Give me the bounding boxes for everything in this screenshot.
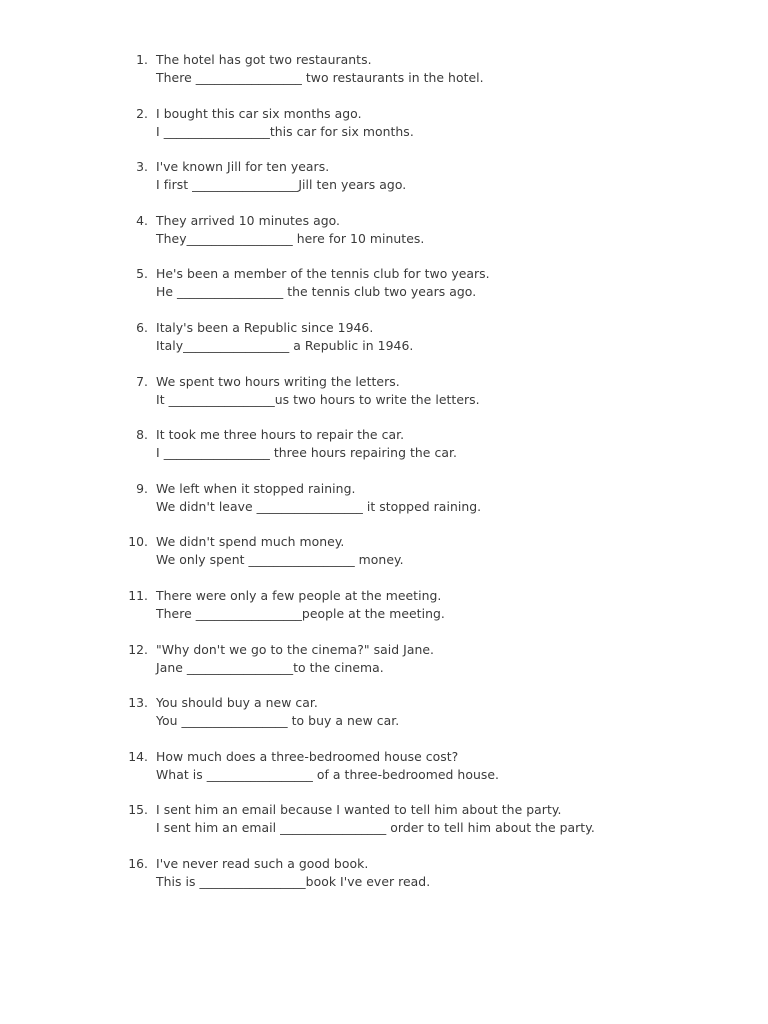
rewrite-sentence: We only spent _________________ money.: [156, 552, 404, 568]
exercise-number: 10.: [128, 534, 148, 550]
exercise-item: [0, 480, 768, 534]
rewrite-sentence: They_________________ here for 10 minutes.: [156, 230, 425, 246]
original-sentence: We didn't spend much money.: [156, 534, 345, 550]
exercise-number: 16.: [128, 855, 148, 871]
original-sentence: I sent him an email because I wanted to tell him about the party.: [156, 802, 562, 818]
original-sentence: We spent two hours writing the letters.: [156, 373, 400, 389]
exercise-item: [0, 801, 768, 855]
exercise-number: 6.: [136, 319, 148, 335]
rewrite-sentence: He _________________ the tennis club two years ago.: [156, 284, 477, 300]
exercise-number: 1.: [136, 52, 148, 67]
exercise-item: [0, 533, 768, 587]
original-sentence: He's been a member of the tennis club for two years.: [156, 266, 490, 282]
exercise-item: [0, 105, 768, 159]
original-sentence: How much does a three-bedroomed house cost?: [156, 748, 459, 764]
exercise-number: 5.: [136, 266, 148, 282]
exercise-number: 9.: [136, 480, 148, 496]
exercise-number: 14.: [128, 748, 148, 764]
exercise-item: [0, 158, 768, 212]
rewrite-sentence: I sent him an email _________________ order to tell him about the party.: [156, 820, 595, 836]
exercise-item: [0, 51, 768, 105]
rewrite-sentence: It _________________us two hours to write the letters.: [156, 391, 480, 407]
original-sentence: Italy's been a Republic since 1946.: [156, 319, 374, 335]
original-sentence: We left when it stopped raining.: [156, 480, 356, 496]
original-sentence: They arrived 10 minutes ago.: [156, 212, 341, 228]
exercise-item: [0, 855, 768, 909]
rewrite-sentence: What is _________________ of a three-bedroomed house.: [156, 766, 500, 782]
exercise-item: [0, 748, 768, 802]
original-sentence: "Why don't we go to the cinema?" said Jane.: [156, 641, 435, 657]
rewrite-sentence: I first _________________Jill ten years ago.: [156, 177, 407, 193]
original-sentence: I've known Jill for ten years.: [156, 159, 330, 175]
original-sentence: There were only a few people at the meeting.: [156, 587, 442, 603]
exercise-number: 4.: [136, 212, 148, 228]
rewrite-sentence: There _________________people at the meeting.: [156, 605, 445, 621]
rewrite-sentence: Jane _________________to the cinema.: [156, 659, 384, 675]
exercise-number: 3.: [136, 159, 148, 175]
rewrite-sentence: Italy_________________ a Republic in 1946.: [156, 337, 414, 353]
exercise-number: 15.: [128, 802, 148, 818]
original-sentence: I bought this car six months ago.: [156, 105, 362, 121]
rewrite-sentence: There _________________ two restaurants in the hotel.: [156, 70, 484, 85]
exercise-number: 12.: [128, 641, 148, 657]
original-sentence: I've never read such a good book.: [156, 855, 369, 871]
exercise-item: [0, 212, 768, 266]
exercise-number: 11.: [128, 587, 148, 603]
rewrite-sentence: I _________________ three hours repairing the car.: [156, 445, 457, 461]
exercise-item: [0, 373, 768, 427]
rewrite-sentence: This is _________________book I've ever read.: [156, 873, 431, 889]
exercise-item: [0, 319, 768, 373]
original-sentence: The hotel has got two restaurants.: [156, 52, 372, 67]
exercise-item: [0, 641, 768, 695]
exercise-number: 2.: [136, 105, 148, 121]
exercise-number: 8.: [136, 427, 148, 443]
exercise-item: [0, 694, 768, 748]
exercise-item: [0, 265, 768, 319]
exercise-item: [0, 426, 768, 480]
original-sentence: It took me three hours to repair the car.: [156, 427, 405, 443]
original-sentence: You should buy a new car.: [156, 695, 318, 711]
rewrite-sentence: I _________________this car for six months.: [156, 123, 414, 139]
worksheet: [0, 51, 768, 909]
exercise-number: 13.: [128, 695, 148, 711]
exercise-number: 7.: [136, 373, 148, 389]
rewrite-sentence: You _________________ to buy a new car.: [156, 713, 400, 729]
exercise-item: [0, 587, 768, 641]
rewrite-sentence: We didn't leave _________________ it stopped raining.: [156, 498, 482, 514]
